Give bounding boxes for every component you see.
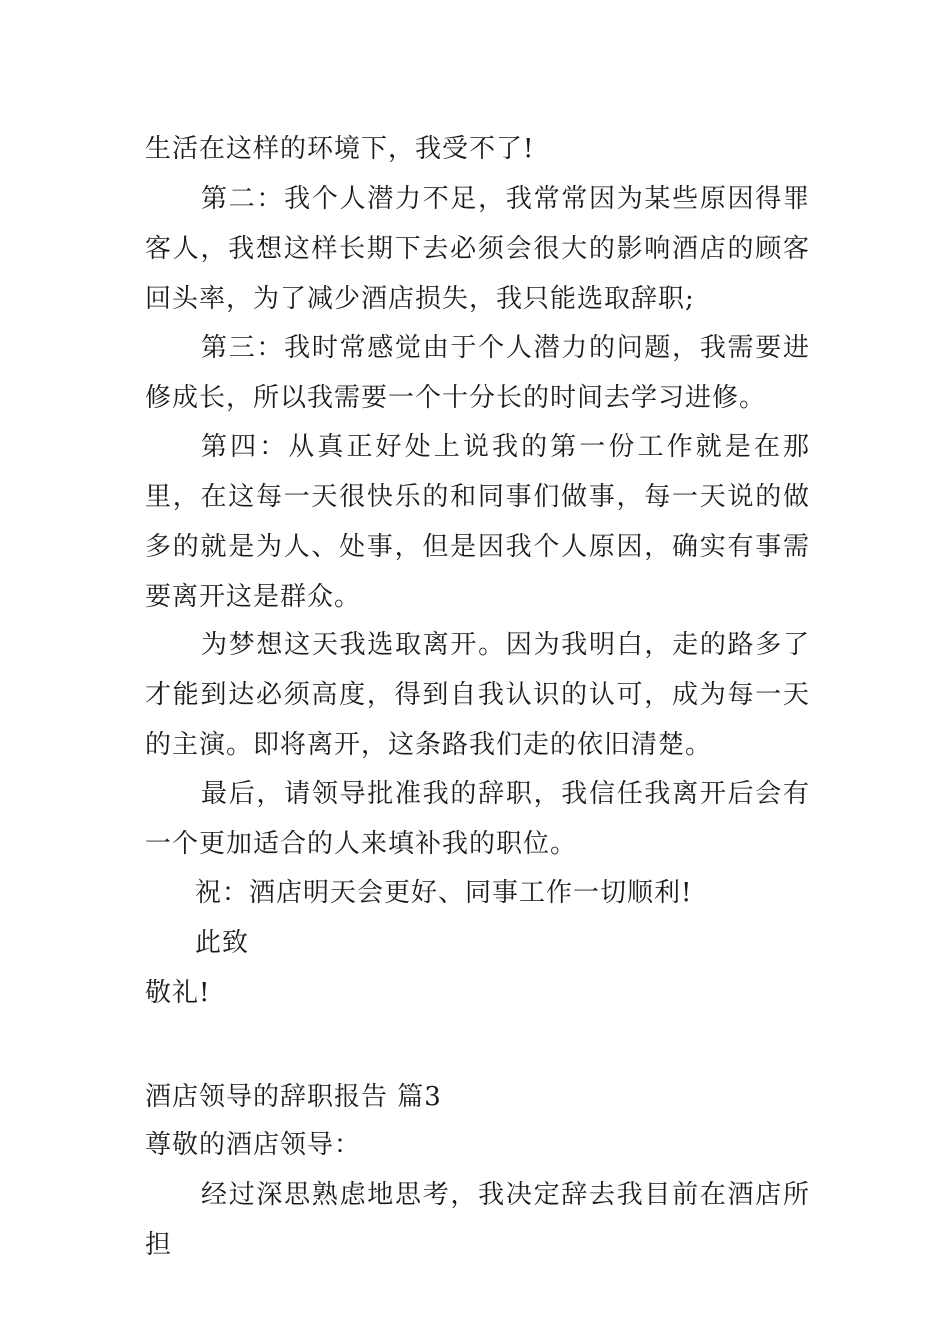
paragraph-final-request: 最后，请领导批准我的辞职，我信任我离开后会有一个更加适合的人来填补我的职位。 bbox=[145, 779, 810, 859]
wish-line: 祝：酒店明天会更好、同事工作一切顺利! bbox=[195, 878, 693, 908]
section-title: 酒店领导的辞职报告 篇3 bbox=[145, 1082, 442, 1112]
paragraph-continuation: 生活在这样的环境下，我受不了! bbox=[145, 134, 535, 164]
paragraph-dream: 为梦想这天我选取离开。因为我明白，走的路多了才能到达必须高度，得到自我认识的认可，成为每一天的主演。即将离开，这条路我们走的依旧清楚。 bbox=[145, 630, 810, 760]
paragraph-reason-two: 第二：我个人潜力不足，我常常因为某些原因得罪客人，我想这样长期下去必须会很大的影响酒店的顾客回头率，为了减少酒店损失，我只能选取辞职; bbox=[145, 184, 810, 314]
salute-line: 敬礼! bbox=[145, 978, 211, 1008]
paragraph-reason-four: 第四：从真正好处上说我的第一份工作就是在那里，在这每一天很快乐的和同事们做事，每一天说的做多的就是为人、处事，但是因我个人原因，确实有事需要离开这是群众。 bbox=[145, 432, 810, 612]
closing-line: 此致 bbox=[195, 928, 250, 958]
paragraph-intro: 经过深思熟虑地思考，我决定辞去我目前在酒店所担 bbox=[145, 1180, 810, 1260]
paragraph-reason-three: 第三：我时常感觉由于个人潜力的问题，我需要进修成长，所以我需要一个十分长的时间去学习进修。 bbox=[145, 333, 810, 413]
salutation-line: 尊敬的酒店领导： bbox=[145, 1130, 362, 1160]
